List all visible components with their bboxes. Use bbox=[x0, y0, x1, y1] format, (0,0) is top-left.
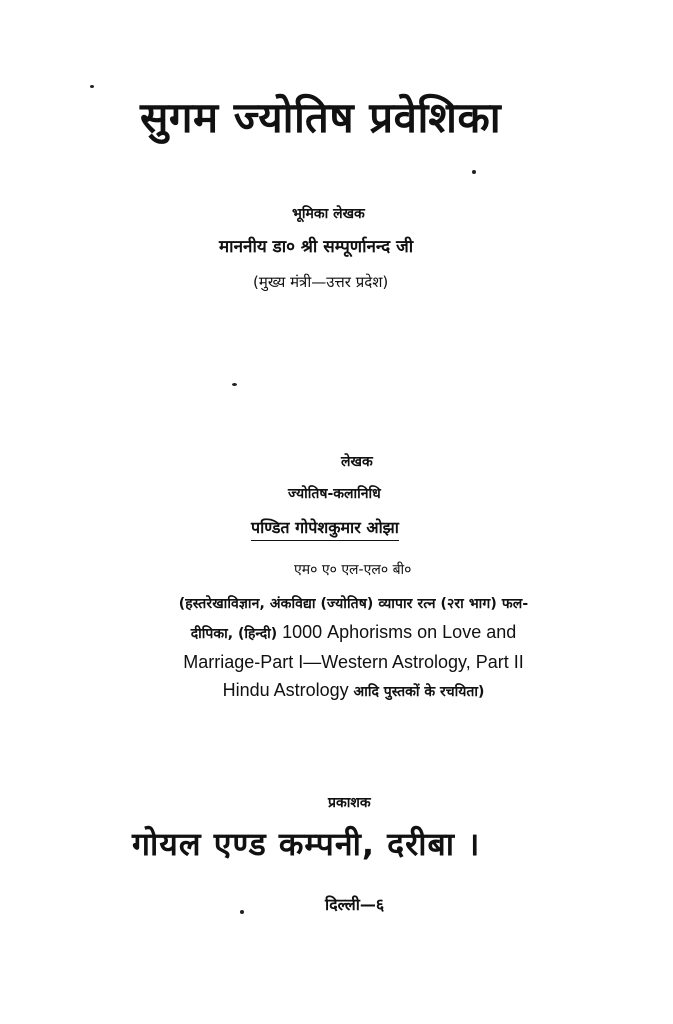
introduction-label: भूमिका लेखक bbox=[292, 206, 365, 222]
works-line-3: Marriage-Part I—Western Astrology, Part II bbox=[183, 652, 524, 672]
introduction-author-name: माननीय डा० श्री सम्पूर्णानन्द जी bbox=[219, 237, 414, 257]
author-name: पण्डित गोपेशकुमार ओझा bbox=[251, 516, 399, 541]
author-degree: एम० ए० एल-एल० बी० bbox=[294, 562, 412, 578]
works-line-4 bbox=[116, 676, 591, 706]
print-speck bbox=[90, 85, 94, 88]
print-speck bbox=[232, 383, 237, 386]
works-line-2-english: 1000 Aphorisms on Love and bbox=[282, 622, 517, 642]
works-line-4-hindi: आदि पुस्तकों के रचयिता) bbox=[353, 684, 485, 700]
author-works bbox=[116, 590, 591, 706]
print-speck bbox=[240, 910, 244, 914]
print-speck bbox=[472, 170, 476, 174]
publisher-city: दिल्ली—६ bbox=[325, 895, 385, 914]
author-label: लेखक bbox=[341, 454, 373, 470]
introduction-author-role: (मुख्य मंत्री—उत्तर प्रदेश) bbox=[253, 273, 389, 291]
publisher-label: प्रकाशक bbox=[328, 795, 371, 811]
publisher-name: गोयल एण्ड कम्पनी, दरीबा । bbox=[132, 825, 481, 863]
book-title: सुगम ज्योतिष प्रवेशिका bbox=[140, 93, 502, 142]
works-line-2-hindi: दीपिका, (हिन्दी) bbox=[190, 626, 278, 642]
works-line-4-english: Hindu Astrology bbox=[222, 680, 349, 700]
author-epithet: ज्योतिष-कलानिधि bbox=[288, 486, 381, 502]
works-line-2 bbox=[116, 618, 591, 648]
works-line-1: (हस्तरेखाविज्ञान, अंकविद्या (ज्योतिष) व्यापार रत्न (२रा भाग) फल- bbox=[178, 596, 529, 612]
